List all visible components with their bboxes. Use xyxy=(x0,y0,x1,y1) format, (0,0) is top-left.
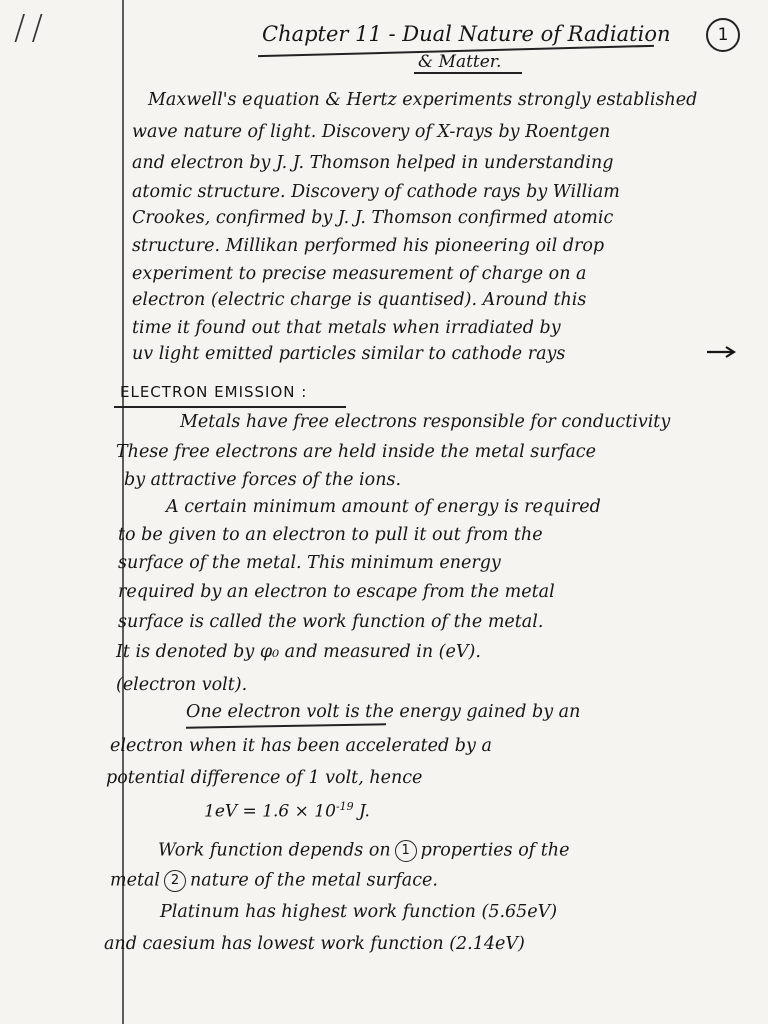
work-function-item-1: properties of the xyxy=(420,840,570,861)
section-line: by attractive forces of the ions. xyxy=(124,470,402,490)
section-line: surface of the metal. This minimum energy xyxy=(118,553,501,573)
intro-line: experiment to precise measurement of charge on a xyxy=(132,264,587,284)
intro-line: atomic structure. Discovery of cathode rays by William xyxy=(132,182,620,202)
section-line: surface is called the work function of the metal. xyxy=(118,612,544,632)
chapter-subtitle: & Matter. xyxy=(418,52,502,72)
section-line: required by an electron to escape from the metal xyxy=(118,582,555,602)
section-line: to be given to an electron to pull it out from the xyxy=(118,525,543,545)
intro-line: time it found out that metals when irradiated by xyxy=(132,318,561,338)
page-number: 1 xyxy=(706,18,740,52)
section-line: Metals have free electrons responsible for conductivity xyxy=(180,412,671,432)
section-line: These free electrons are held inside the metal surface xyxy=(116,442,596,462)
formula-base: 1eV = 1.6 × 10 xyxy=(204,801,336,822)
work-function-metal: metal xyxy=(110,870,161,891)
work-function-line-1 xyxy=(158,840,569,862)
intro-line: Crookes, confirmed by J. J. Thomson confirmed atomic xyxy=(132,208,614,228)
section-line: It is denoted by φ₀ and measured in (eV). xyxy=(116,642,481,662)
formula-exponent: -19 xyxy=(335,800,354,813)
intro-line: uv light emitted particles similar to cathode rays xyxy=(132,344,566,364)
intro-line: structure. Millikan performed his pioneering oil drop xyxy=(132,236,605,256)
work-function-line-3: Platinum has highest work function (5.65eV) xyxy=(160,902,558,922)
one-electron-volt-underline xyxy=(186,723,386,728)
work-function-intro: Work function depends on xyxy=(158,840,391,861)
subtitle-underline xyxy=(414,72,522,74)
ev-definition-line: One electron volt is the energy gained by an xyxy=(186,702,581,722)
ev-definition-line: potential difference of 1 volt, hence xyxy=(106,768,423,788)
circled-number-2: 2 xyxy=(164,870,186,892)
circled-number-1: 1 xyxy=(395,840,417,862)
intro-line: electron (electric charge is quantised). Around this xyxy=(132,290,587,310)
arrow-right-icon xyxy=(706,344,736,360)
ev-formula xyxy=(204,800,370,822)
chapter-title: Chapter 11 - Dual Nature of Radiation xyxy=(262,22,671,46)
section-line: A certain minimum amount of energy is required xyxy=(166,497,601,517)
section-heading: ELECTRON EMISSION : xyxy=(120,383,308,401)
intro-line: Maxwell's equation & Hertz experiments strongly established xyxy=(148,90,698,110)
work-function-item-2: nature of the metal surface. xyxy=(190,870,438,891)
intro-line: and electron by J. J. Thomson helped in understanding xyxy=(132,153,614,173)
heading-underline xyxy=(114,406,346,408)
corner-mark: // xyxy=(14,8,49,48)
ev-definition-line: electron when it has been accelerated by a xyxy=(110,736,492,756)
formula-unit: J. xyxy=(353,801,370,822)
intro-line: wave nature of light. Discovery of X-rays by Roentgen xyxy=(132,122,611,142)
work-function-line-4: and caesium has lowest work function (2.14eV) xyxy=(104,934,525,954)
work-function-line-2 xyxy=(110,870,438,892)
section-line: (electron volt). xyxy=(116,675,248,695)
